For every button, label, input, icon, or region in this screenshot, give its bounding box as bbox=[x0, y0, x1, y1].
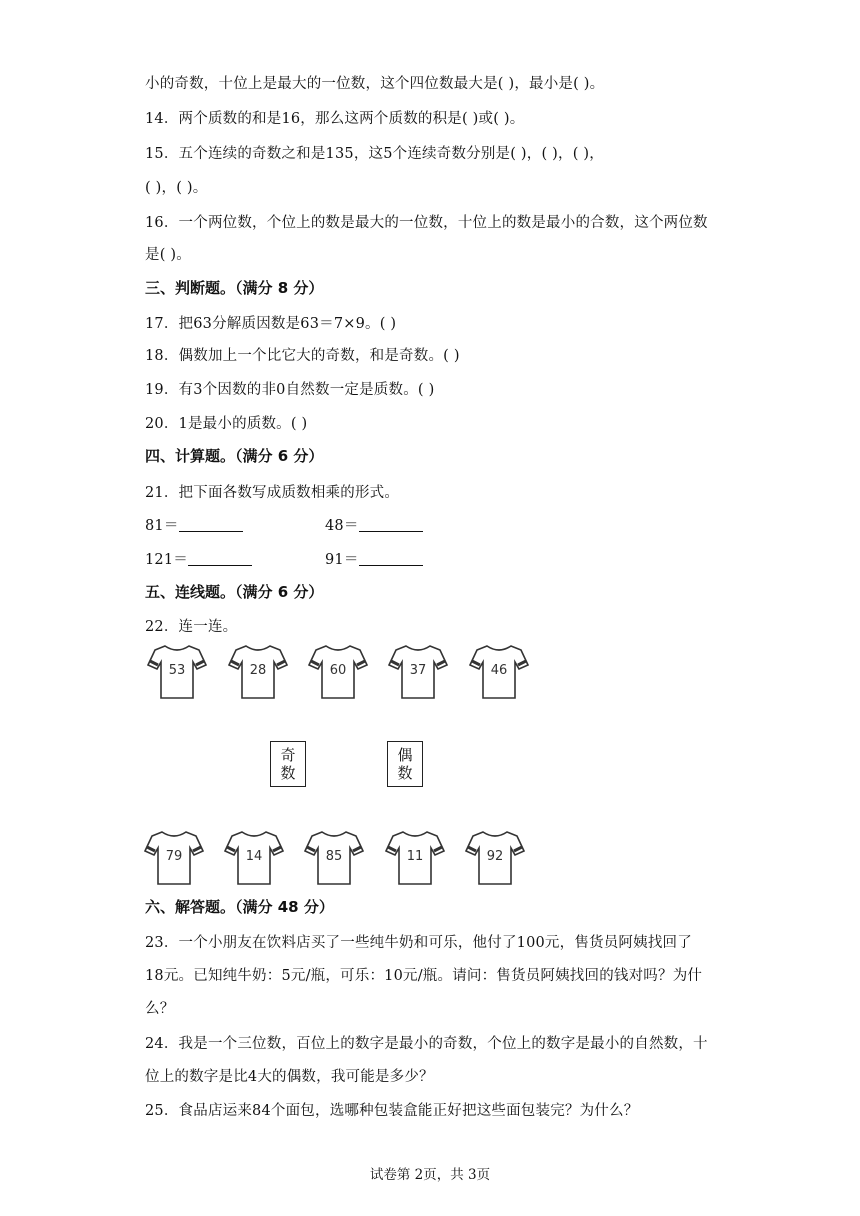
even-number-box[interactable] bbox=[387, 741, 423, 787]
shirt-icon[interactable] bbox=[227, 641, 289, 703]
shirt-number: 11 bbox=[406, 849, 424, 864]
q18: 18．偶数加上一个比它大的奇数，和是奇数。( ) bbox=[145, 348, 460, 364]
calc-91-label: 91＝ bbox=[325, 552, 359, 568]
box-char: 偶 bbox=[397, 746, 413, 764]
q25: 25．食品店运来84个面包，选哪种包装盒能正好把这些面包装完？为什么？ bbox=[145, 1103, 639, 1119]
q24-line1: 24．我是一个三位数，百位上的数字是最小的奇数，个位上的数字是最小的自然数，十 bbox=[145, 1036, 708, 1052]
page-footer: 试卷第 2页，共 3页 bbox=[369, 1167, 491, 1183]
section-5-heading: 五、连线题。（满分 6 分） bbox=[145, 583, 324, 601]
q21: 21．把下面各数写成质数相乘的形式。 bbox=[145, 485, 400, 501]
shirt-icon[interactable] bbox=[468, 641, 530, 703]
odd-number-box[interactable] bbox=[270, 741, 306, 787]
shirt-icon[interactable] bbox=[303, 827, 365, 889]
calc-81 bbox=[145, 514, 243, 535]
shirt-icon[interactable] bbox=[146, 641, 208, 703]
shirt-icon[interactable] bbox=[307, 641, 369, 703]
calc-91 bbox=[325, 548, 423, 569]
answer-blank[interactable] bbox=[179, 517, 243, 532]
box-char: 数 bbox=[397, 764, 413, 782]
shirt-number: 28 bbox=[249, 663, 267, 678]
box-char: 数 bbox=[280, 764, 296, 782]
calc-48 bbox=[325, 514, 423, 535]
q14: 14．两个质数的和是16，那么这两个质数的积是( )或( )。 bbox=[145, 111, 525, 127]
shirt-number: 14 bbox=[245, 849, 263, 864]
shirt-icon[interactable] bbox=[387, 641, 449, 703]
shirt-number: 37 bbox=[409, 663, 427, 678]
section-6-heading: 六、解答题。（满分 48 分） bbox=[145, 898, 334, 916]
calc-48-label: 48＝ bbox=[325, 518, 359, 534]
q23-line1: 23．一个小朋友在饮料店买了一些纯牛奶和可乐，他付了100元，售货员阿姨找回了 bbox=[145, 935, 692, 951]
q23-line2: 18元。已知纯牛奶：5元/瓶，可乐：10元/瓶。请问：售货员阿姨找回的钱对吗？为什 bbox=[145, 968, 703, 984]
q16-line2: 是( )。 bbox=[145, 247, 191, 263]
shirt-number: 53 bbox=[168, 663, 186, 678]
shirt-number: 46 bbox=[490, 663, 508, 678]
answer-blank[interactable] bbox=[359, 551, 423, 566]
shirt-number: 79 bbox=[165, 849, 183, 864]
section-3-heading: 三、判断题。（满分 8 分） bbox=[145, 279, 324, 297]
q17: 17．把63分解质因数是63＝7×9。( ) bbox=[145, 316, 397, 332]
shirt-icon[interactable] bbox=[384, 827, 446, 889]
section-4-heading: 四、计算题。（满分 6 分） bbox=[145, 447, 324, 465]
calc-121-label: 121＝ bbox=[145, 552, 188, 568]
q23-line3: 么？ bbox=[145, 1001, 175, 1017]
q13-tail: 小的奇数，十位上是最大的一位数，这个四位数最大是( )，最小是( )。 bbox=[145, 76, 605, 92]
shirt-icon[interactable] bbox=[143, 827, 205, 889]
answer-blank[interactable] bbox=[359, 517, 423, 532]
q24-line2: 位上的数字是比4大的偶数，我可能是多少？ bbox=[145, 1069, 434, 1085]
shirt-number: 60 bbox=[329, 663, 347, 678]
q19: 19．有3个因数的非0自然数一定是质数。( ) bbox=[145, 382, 435, 398]
shirt-icon[interactable] bbox=[464, 827, 526, 889]
calc-81-label: 81＝ bbox=[145, 518, 179, 534]
shirt-number: 92 bbox=[486, 849, 504, 864]
q22: 22．连一连。 bbox=[145, 619, 238, 635]
answer-blank[interactable] bbox=[188, 551, 252, 566]
q20: 20．1是最小的质数。( ) bbox=[145, 416, 308, 432]
calc-121 bbox=[145, 548, 252, 569]
shirt-icon[interactable] bbox=[223, 827, 285, 889]
box-char: 奇 bbox=[280, 746, 296, 764]
q16-line1: 16．一个两位数，个位上的数是最大的一位数，十位上的数是最小的合数，这个两位数 bbox=[145, 215, 708, 231]
q15-line1: 15．五个连续的奇数之和是135，这5个连续奇数分别是( )，( )，( )， bbox=[145, 146, 604, 162]
shirt-number: 85 bbox=[325, 849, 343, 864]
q15-line2: ( )，( )。 bbox=[145, 180, 208, 196]
